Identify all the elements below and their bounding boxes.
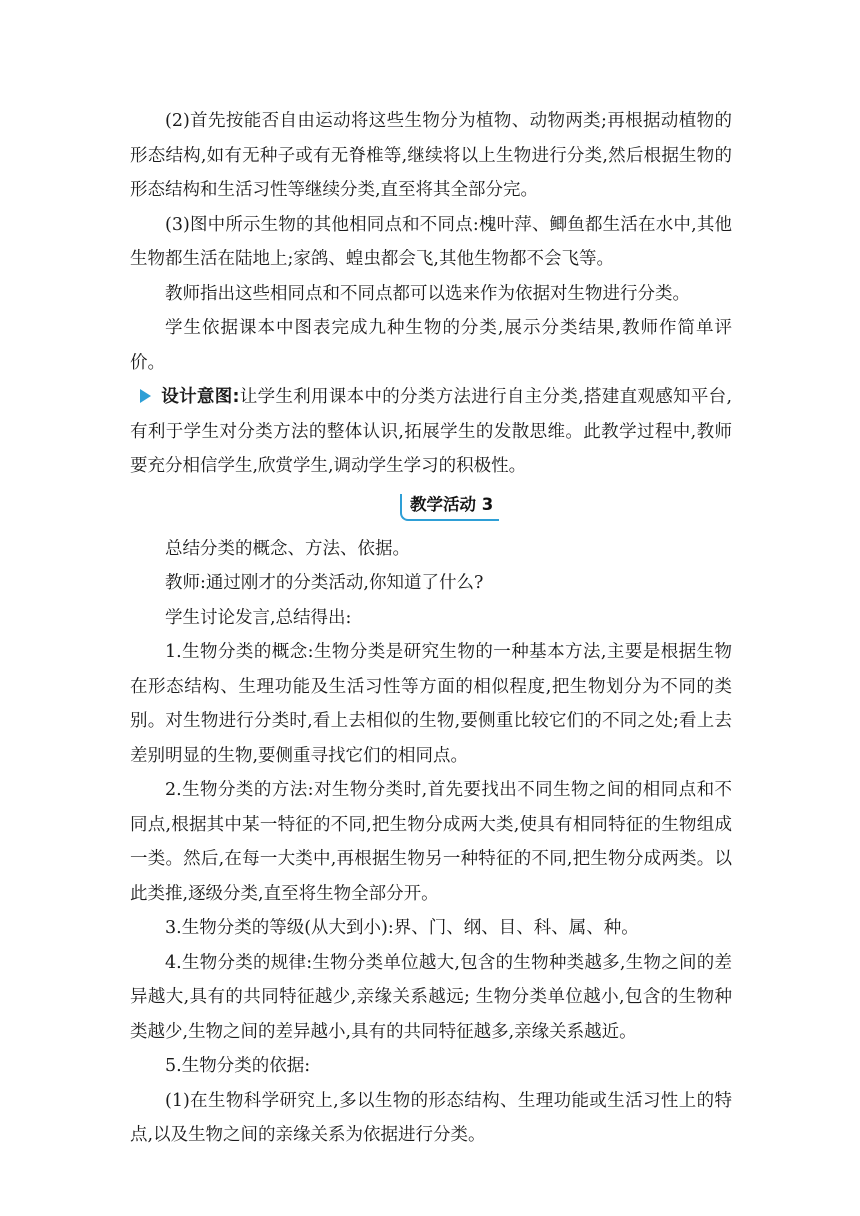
paragraph: 5.生物分类的依据: xyxy=(165,1056,311,1076)
paragraph: 2.生物分类的方法:对生物分类时,首先要找出不同生物之间的相同点和不同点,根据其中某一特征的不同,把生物分成两大类,使具有相同特征的生物组成一类。然后,在每一大类中,再根据生物另一种特征的不同,把生物分成两类。以此类推,逐级分类,直至将生物全部分开。 xyxy=(130,780,732,904)
document-body xyxy=(130,104,732,1153)
play-triangle-icon xyxy=(140,389,151,403)
paragraph: 1.生物分类的概念:生物分类是研究生物的一种基本方法,主要是根据生物在形态结构、生理功能及生活习性等方面的相似程度,把生物划分为不同的类别。对生物进行分类时,看上去相似的生物,要侧重比较它们的不同之处;看上去差别明显的生物,要侧重寻找它们的相同点。 xyxy=(130,642,732,766)
section-title: 教学活动 3 xyxy=(400,494,499,521)
paragraph: (2)首先按能否自由运动将这些生物分为植物、动物两类;再根据动植物的形态结构,如有无种子或有无脊椎等,继续将以上生物进行分类,然后根据生物的形态结构和生活习性等继续分类,直至将其全部分完。 xyxy=(130,111,732,200)
design-intent-paragraph xyxy=(130,380,732,484)
paragraph: 总结分类的概念、方法、依据。 xyxy=(165,538,410,559)
paragraph: 教师指出这些相同点和不同点都可以选来作为依据对生物进行分类。 xyxy=(165,283,690,304)
paragraph: 教师:通过刚才的分类活动,你知道了什么? xyxy=(165,573,484,593)
paragraph: 学生讨论发言,总结得出: xyxy=(165,607,352,628)
design-intent-label: 设计意图: xyxy=(161,387,240,407)
paragraph: 学生依据课本中图表完成九种生物的分类,展示分类结果,教师作简单评价。 xyxy=(130,318,732,373)
design-intent-text: 让学生利用课本中的分类方法进行自主分类,搭建直观感知平台,有利于学生对分类方法的整体认识,拓展学生的发散思维。此教学过程中,教师要充分相信学生,欣赏学生,调动学生学习的积极性。 xyxy=(130,387,733,476)
section-header xyxy=(130,484,732,532)
paragraph: 4.生物分类的规律:生物分类单位越大,包含的生物种类越多,生物之间的差异越大,具有的共同特征越少,亲缘关系越远; 生物分类单位越小,包含的生物种类越少,生物之间的差异越小,具有的共同特征越多,亲缘关系越近。 xyxy=(130,952,732,1042)
paragraph: (3)图中所示生物的其他相同点和不同点:槐叶萍、鲫鱼都生活在水中,其他生物都生活在陆地上;家鸽、蝗虫都会飞,其他生物都不会飞等。 xyxy=(130,214,732,269)
paragraph: 3.生物分类的等级(从大到小):界、门、纲、目、科、属、种。 xyxy=(165,918,639,938)
paragraph: (1)在生物科学研究上,多以生物的形态结构、生理功能或生活习性上的特点,以及生物之间的亲缘关系为依据进行分类。 xyxy=(130,1090,732,1145)
